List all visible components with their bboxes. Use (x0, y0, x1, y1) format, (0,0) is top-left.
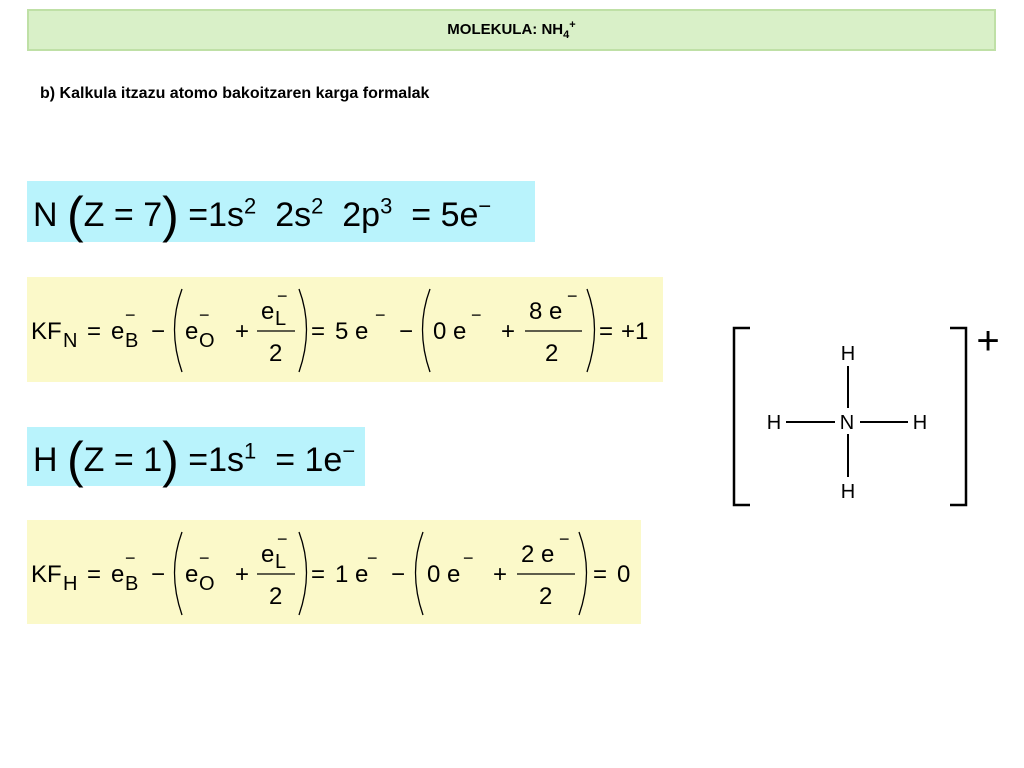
el-minus: − (277, 529, 288, 549)
kf-h-result: 0 (617, 561, 631, 588)
eq-sign: = (87, 561, 102, 588)
eq-sign: = (593, 561, 608, 588)
ion-charge: + (976, 320, 1000, 363)
paren-left (423, 289, 431, 372)
left-bracket (734, 328, 750, 505)
eb-minus: − (125, 548, 136, 568)
el-denom: 2 (269, 340, 283, 367)
kf-h-v3-num: 2 e (521, 541, 555, 568)
el-symbol: e (261, 298, 275, 325)
plus-sign: + (235, 318, 250, 345)
el-symbol: e (261, 541, 275, 568)
minus-sign: − (151, 318, 166, 345)
kf-n-result: +1 (621, 318, 649, 345)
kf-h-v3-den: 2 (539, 583, 553, 610)
v1-minus: − (375, 305, 386, 325)
eb-symbol: e (111, 561, 125, 588)
minus-sign: − (399, 318, 414, 345)
atom-h-left: H (766, 412, 782, 434)
kf-h-v1: 1 e (335, 561, 369, 588)
kf-h-lhs: KF (31, 561, 62, 588)
kf-n-v2: 0 e (433, 318, 467, 345)
right-bracket (950, 328, 966, 505)
eb-symbol: e (111, 318, 125, 345)
eo-symbol: e (185, 318, 199, 345)
kf-n-v1: 5 e (335, 318, 369, 345)
paren-left (175, 289, 183, 372)
v1-minus: − (367, 548, 378, 568)
eo-symbol: e (185, 561, 199, 588)
task-subtitle: b) Kalkula itzazu atomo bakoitzaren karga formalak (40, 85, 430, 102)
lewis-structure (720, 320, 1010, 515)
el-sub: L (275, 551, 287, 573)
eb-minus: − (125, 305, 136, 325)
paren-right (299, 532, 307, 615)
h-config-equation: H $(Z = 1) =1s^1 = 1e^-$ (33, 432, 356, 488)
el-sub: L (275, 308, 287, 330)
v2-minus: − (463, 548, 474, 568)
el-denom: 2 (269, 583, 283, 610)
eq-sign: = (311, 561, 326, 588)
eo-minus: − (199, 305, 210, 325)
paren-left (416, 532, 424, 615)
atom-h-top: H (840, 343, 856, 365)
kf-n-lhs: KF (31, 318, 62, 345)
kf-h-lhs-sub: H (63, 573, 78, 595)
v2-minus: − (471, 305, 482, 325)
eq-sign: = (599, 318, 614, 345)
eq-sign: = (311, 318, 326, 345)
atom-n-center: N (839, 412, 855, 434)
el-minus: − (277, 286, 288, 306)
minus-sign: − (151, 561, 166, 588)
paren-right (579, 532, 587, 615)
n-config-equation: N $(Z = 7) =1s^2$ $2s^2$ $2p^3 = 5e^-$ (33, 187, 492, 243)
v3-minus: − (567, 286, 578, 306)
eo-minus: − (199, 548, 210, 568)
v3-minus: − (559, 529, 570, 549)
kf-n-formula (27, 277, 663, 382)
minus-sign: − (391, 561, 406, 588)
eb-sub: B (125, 330, 139, 352)
kf-h-v2: 0 e (427, 561, 461, 588)
kf-n-lhs-sub: N (63, 330, 78, 352)
kf-h-formula (27, 520, 641, 624)
eq-sign: = (87, 318, 102, 345)
plus-sign: + (501, 318, 516, 345)
atom-h-right: H (912, 412, 928, 434)
slide-title (27, 9, 996, 51)
paren-right (299, 289, 307, 372)
paren-right (587, 289, 595, 372)
atom-h-bottom: H (840, 481, 856, 503)
kf-n-v3-den: 2 (545, 340, 559, 367)
paren-left (175, 532, 183, 615)
title-text: MOLEKULA: $NH_4^+$ (447, 19, 576, 41)
plus-sign: + (235, 561, 250, 588)
eb-sub: B (125, 573, 139, 595)
eo-sub: O (199, 330, 215, 352)
plus-sign: + (493, 561, 508, 588)
kf-n-v3-num: 8 e (529, 298, 563, 325)
eo-sub: O (199, 573, 215, 595)
